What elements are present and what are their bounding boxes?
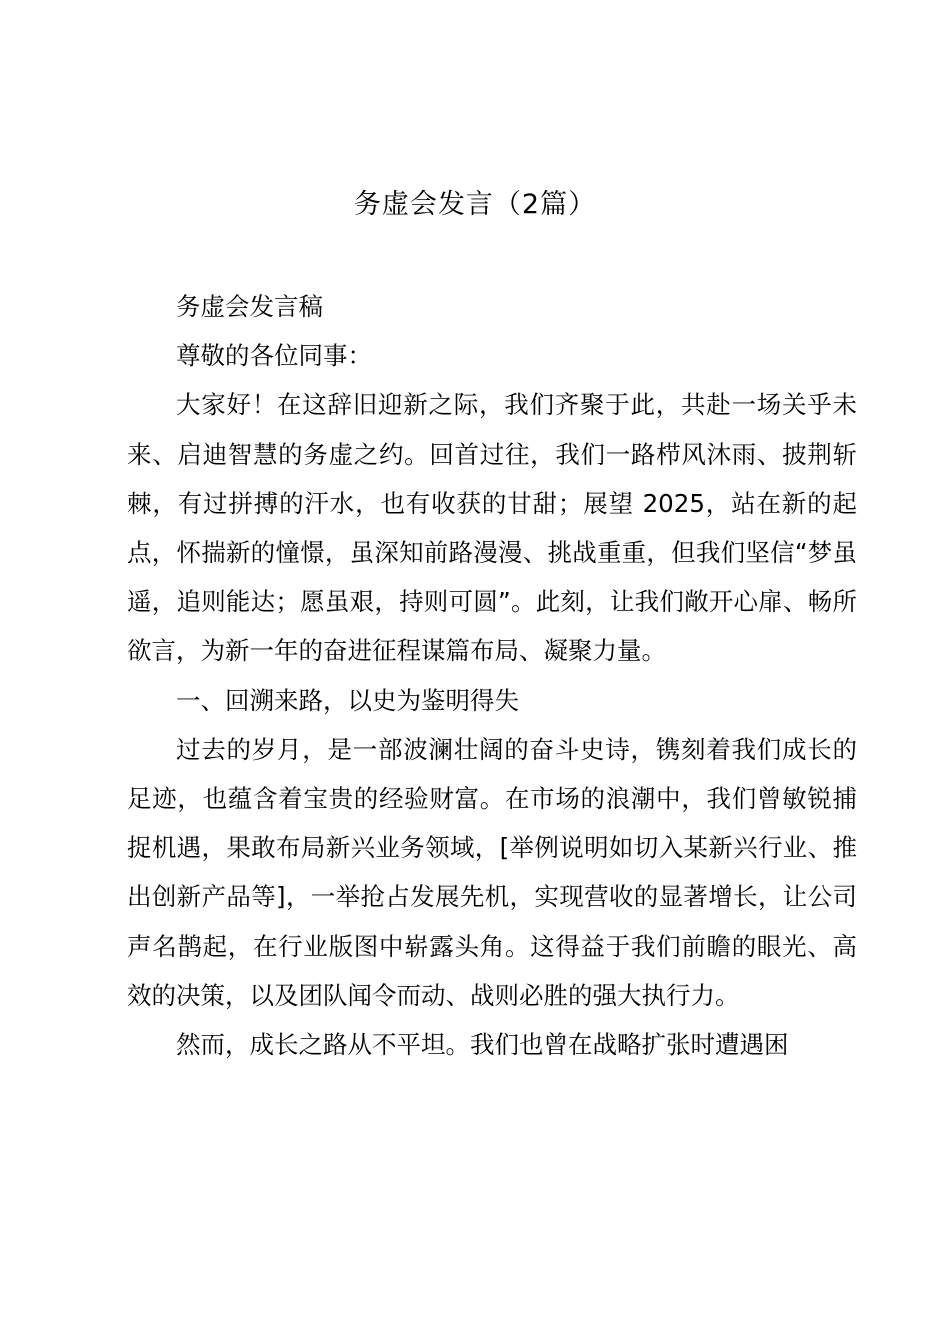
- section-heading: 一、回溯来路，以史为鉴明得失: [176, 685, 519, 715]
- document-title: 务虚会发言（2篇）: [353, 189, 597, 220]
- body-paragraph: 过去的岁月，是一部波澜壮阔的奋斗史诗，镌刻着我们成长的足迹，也蕴含着宝贵的经验财富。在市场的浪潮中，我们曾敏锐捕捉机遇，果敢布局新兴业务领域，[举例说明如切入某新兴行业、推出创新产品等]，一举抢占发展先机，实现营收的显著增长，让公司声名鹊起，在行业版图中崭露头角。这得益于我们前瞻的眼光、高效的决策，以及团队闻令而动、战则必胜的强大执行力。: [127, 734, 857, 1010]
- body-paragraph: 然而，成长之路从不平坦。我们也曾在战略扩张时遭遇困: [176, 1030, 789, 1060]
- opening-paragraph: 大家好！在这辞旧迎新之际，我们齐聚于此，共赴一场关乎未来、启迪智慧的务虚之约。回首过往，我们一路栉风沐雨、披荆斩棘，有过拼搏的汗水，也有收获的甘甜；展望 2025，站在新的起点，怀揣新的憧憬，虽深知前路漫漫、挑战重重，但我们坚信“梦虽遥，追则能达；愿虽艰，持则可圆”。此刻，让我们敞开心扉、畅所欲言，为新一年的奋进征程谋篇布局、凝聚力量。: [127, 390, 857, 666]
- salutation: 尊敬的各位同事：: [176, 341, 372, 371]
- document-body: [127, 282, 857, 1069]
- speech-heading: 务虚会发言稿: [176, 292, 323, 321]
